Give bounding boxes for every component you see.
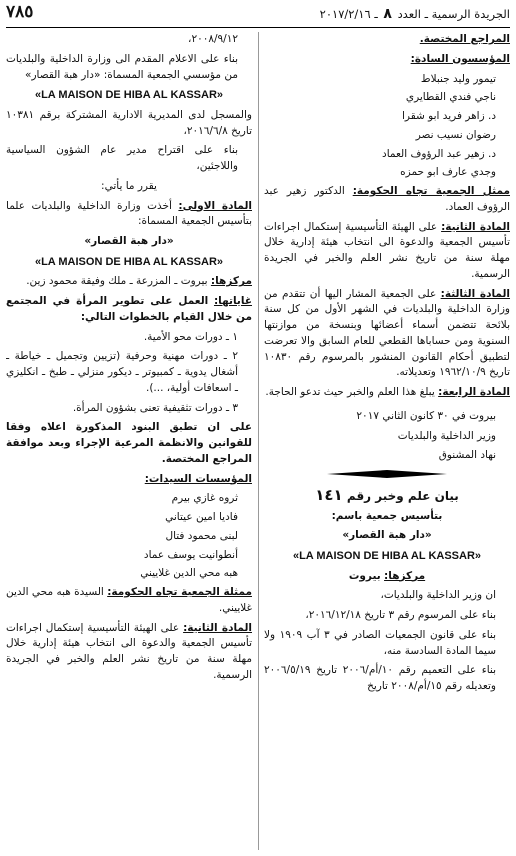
article-1-text: أخذت وزارة الداخلية والبلديات علما بتأسيس الجمعية المسماة: [6,199,252,228]
article-2 [6,621,252,684]
founder-name: هبه محي الدين غلاييني [140,567,238,580]
article-3 [264,287,510,382]
founder-name: فاديا امين عيتاني [165,511,238,523]
minister-name: نهاد المشنوق [438,449,496,462]
article-4-text: يبلغ هذا العلم والخبر حيث تدعو الحاجة. [265,386,435,398]
association-name-en: «LA MAISON DE HIBA AL KASSAR» [292,550,482,562]
goal-item: ٢ ـ دورات مهنية وحرفية (تزيين وتجميل ـ خياطة ـ أشغال يدوية ـ كمبيوتر ـ ديكور منزلي ـ طبخ ـ انكليزي ـ اسعافات أولية، ...). [6,350,238,394]
left-column [6,32,252,852]
founders-heading: المؤسسون السادة: [410,52,510,65]
article-2-text: على الهيئة التأسيسية إستكمال اجراءات تأسيس الجمعية والدعوة الى انتخاب هيئة إدارية خلال مهلة سنة من تاريخ نشر العلم والخبر في الجريدة الرسمية. [6,621,252,681]
column-divider [258,32,259,850]
founder-name: ثروه غازي بيرم [171,492,238,505]
representative-value: السيدة هبه محي الدين غلاييني. [6,586,252,614]
founder-name: د. زاهر فريد ابو شقرا [401,110,496,122]
announcement-title-prefix: بيان علم وخبر رقم [346,489,459,503]
announcement-title [264,484,510,507]
hq-label: مركزها: [210,275,252,288]
founder-name: وجدي عارف ابو حمزه [400,166,496,179]
date-continuation: ٢٠٠٨/٩/١٢، [188,33,238,45]
article-2-label: المادة الثانية: [183,621,252,634]
founder-name: د. زهير عبد الرؤوف العماد [382,147,496,160]
page-number: ٧٨٥ [6,1,34,22]
association-name-en: «LA MAISON DE HIBA AL KASSAR» [34,89,224,102]
founder-name: تيمور وليد جنبلاط [420,72,496,85]
article-1-label: المادة الاولى: [178,199,252,212]
hq-value: بيروت [348,569,381,582]
right-column [264,32,510,852]
representative-label: ممثل الجمعية تجاه الحكومة: [352,185,510,197]
announcement-intro: ان وزير الداخلية والبلديات، [380,589,496,602]
association-name-ar: «دار هبة القصار» [84,235,174,247]
goals [6,294,252,326]
article-3-label: المادة الثالثة: [440,287,510,300]
page-header [6,1,510,28]
announcement-basis: بناء على المرسوم رقم ٣ تاريخ ٢٠١٦/١٢/١٨، [305,609,496,621]
condition-paragraph: على ان تطبق البنود المذكورة اعلاه وفقا للقوانين والانظمة المرعية الإجراء وبعد موافقة المراجع المختصة. [6,421,252,465]
representative-label: ممثلة الجمعية تجاه الحكومة: [107,586,252,598]
basis-paragraph: بناء على الاعلام المقدم الى وزارة الداخلية والبلديات من مؤسسي الجمعية المسماة: «دار هبة القصار» [6,52,238,81]
association-name-ar: «دار هبة القصار» [342,529,432,542]
registration-paragraph: والمسجل لدى المديرية الادارية المشتركة برقم ١٠٣٨١ تاريخ ٢٠١٦/٦/٨، [6,108,252,137]
gazette-title [320,4,510,25]
association-name-en: «LA MAISON DE HIBA AL KASSAR» [34,255,224,268]
representative-value: الدكتور زهير عبد الرؤوف العماد. [264,185,510,213]
hq-label: مركزها: [384,569,426,582]
article-2-text: على الهيئة التأسيسية إستكمال اجراءات تأسيس الجمعية والدعوة الى انتخاب هيئة إدارية خلال مهلة سنة من تاريخ نشر العلم والخبر في الجريدة الرسمية. [264,220,510,280]
representative [6,585,252,617]
article-2-label: المادة الثانية: [441,220,510,233]
article-2 [264,220,510,283]
issue-date: ـ ٢٠١٧/٢/١٦ [319,7,378,21]
representative [264,184,510,216]
goal-item: ٣ ـ دورات تثقيفية تعنى بشؤون المرأة. [72,401,238,414]
goals-label: غاياتها: [213,295,252,307]
decides-line: يقرر ما يأتي: [101,179,157,192]
announcement-basis: بناء على قانون الجمعيات الصادر في ٣ آب ١٩٠٩ ولا سيما المادة السادسة منه، [264,628,497,657]
founders-heading: المؤسسات السيدات: [144,472,252,485]
announcement-basis: بناء على التعميم رقم ١٠/أم/٢٠٠٦ تاريخ ٢٠٠٦/٥/١٩ وتعديله رقم ١٥/أم/٢٠٠٨ تاريخ [264,664,496,692]
separator-ornament [327,470,447,478]
article-3-text: على الجمعية المشار اليها أن تتقدم من وزارة الداخلية والبلديات في الشهر الأول من كل سنة بلائحة تتضمن أسماء أعضائها وبنسخة من موازنتها السنوية ومن حساباها القطعي للعام السابق والا تعرضت لتطبيق أحكام القانون المنشور بالمرسوم رقم ١٠٨٣٠ تاريخ ١٩٦٢/١٠/٩ وتعديلاته. [264,287,510,379]
founder-name: ناجي فندي القطايري [405,91,496,104]
issue-number: ٨ [383,6,392,22]
founder-name: لبنى محمود فتال [165,529,238,542]
goal-item: ١ ـ دورات محو الأمية. [143,330,238,343]
hq-value: بيروت ـ المزرعة ـ ملك وفيقة محمود زين. [26,275,208,288]
section-separator [264,470,510,478]
headquarters [6,274,252,290]
article-4 [264,385,510,401]
announcement-hq [264,569,510,585]
announcement-subtitle: بتأسيس جمعية باسم: [331,509,443,522]
gazette-name: الجريدة الرسمية ـ العدد [397,7,510,21]
basis-paragraph: بناء على اقتراح مدير عام الشؤون السياسية واللاجئين، [6,144,238,172]
minister-title: وزير الداخلية والبلديات [397,429,496,442]
founder-name: رضوان نسيب نصر [415,128,496,141]
authorities-heading: المراجع المختصة. [419,33,510,45]
goals-text: العمل على تطوير المرأة في المجتمع من خلال القيام بالخطوات التالي: [6,295,252,323]
announcement-number: ١٤١ [315,486,343,504]
article-1 [6,199,252,231]
founder-name: أنطوانيت يوسف عماد [143,548,238,561]
article-4-label: المادة الرابعة: [438,386,510,398]
signed-place-date: بيروت في ٣٠ كانون الثاني ٢٠١٧ [356,409,496,422]
